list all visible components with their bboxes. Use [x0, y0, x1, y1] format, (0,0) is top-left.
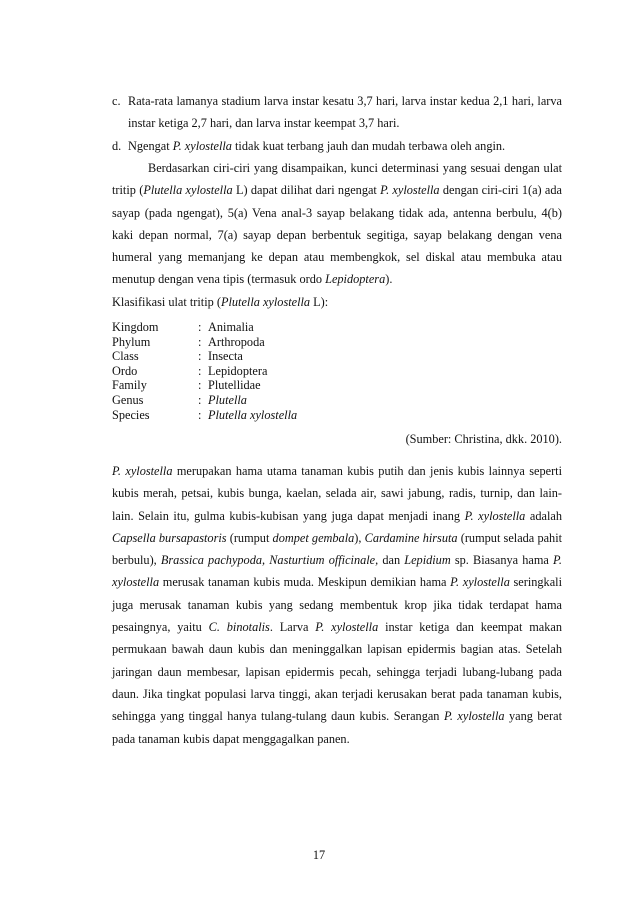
taxonomy-value: Plutellidae — [208, 378, 261, 393]
list-item-c — [112, 90, 562, 135]
taxonomy-separator: : — [198, 349, 202, 364]
taxonomy-rank: Species — [112, 407, 150, 422]
taxonomy-value: Plutella xylostella — [208, 407, 298, 422]
taxonomy-value: Insecta — [208, 349, 243, 364]
page-number: 17 — [312, 848, 326, 862]
list-text: Rata-rata lamanya stadium larva instar kesatu 3,7 hari, larva instar kedua 2,1 hari, larva instar ketiga 2,7 hari, dan larva instar keempat 3,7 hari. — [128, 94, 562, 131]
paragraph-determination: Berdasarkan ciri-ciri yang disampaikan, kunci determinasi yang sesuai dengan ulat tritip (Plutella xylostella L) dapat dilihat dari ngengat P. xylostella dengan ciri-ciri 1(a) ada sayap (pada ngengat), 5(a) Vena anal-3 sayap belakang tidak ada, antenna berbulu, 4(b) kaki depan normal, 7(a) sayap depan berbentuk segitiga, sayap belakang dengan vena humeral yang memanjang ke depan atau membengkok, sel diskal atau membuka atau menutup dengan vena tipis (termasuk ordo Lepidoptera). — [112, 161, 562, 287]
taxonomy-value: Plutella — [208, 392, 247, 407]
taxonomy-row — [112, 378, 297, 393]
taxonomy-row — [112, 349, 297, 364]
taxonomy-table — [112, 320, 297, 422]
taxonomy-rank: Ordo — [112, 363, 138, 378]
taxonomy-rank: Phylum — [112, 334, 151, 349]
list-item-d — [112, 135, 562, 157]
taxonomy-separator: : — [198, 363, 202, 378]
list-text: Ngengat P. xylostella tidak kuat terbang jauh dan mudah terbawa oleh angin. — [128, 139, 506, 153]
taxonomy-value: Lepidoptera — [208, 363, 268, 378]
taxonomy-separator: : — [198, 334, 202, 349]
taxonomy-separator: : — [198, 378, 202, 393]
taxonomy-value: Arthropoda — [208, 334, 265, 349]
list-label: d. — [112, 139, 122, 153]
taxonomy-separator: : — [198, 320, 202, 334]
classification-heading: Klasifikasi ulat tritip (Plutella xylostella L): — [112, 295, 329, 309]
source-citation: (Sumber: Christina, dkk. 2010). — [405, 432, 562, 446]
taxonomy-row — [112, 320, 297, 335]
taxonomy-rank: Class — [112, 349, 139, 364]
taxonomy-separator: : — [198, 392, 202, 407]
list-label: c. — [112, 94, 121, 108]
taxonomy-rank: Genus — [112, 392, 144, 407]
taxonomy-rank: Family — [112, 378, 147, 393]
taxonomy-row — [112, 393, 297, 408]
taxonomy-value: Animalia — [208, 320, 254, 334]
paragraph-pest-description: P. xylostella merupakan hama utama tanaman kubis putih dan jenis kubis lainnya seperti kubis merah, petsai, kubis bunga, kaelan, selada air, sawi jabung, radis, turnip, dan lain-lain. Selain itu, gulma kubis-kubisan yang juga dapat menjadi inang P. xylostella adalah Capsella bursapastoris (rumput dompet gembala), Cardamine hirsuta (rumput selada pahit berbulu), Brassica pachypoda, Nasturtium officinale, dan Lepidium sp. Biasanya hama P. xylostella merusak tanaman kubis muda. Meskipun demikian hama P. xylostella seringkali juga merusak tanaman kubis yang sedang membentuk krop jika tidak terdapat hama pesaingnya, yaitu C. binotalis. Larva P. xylostella instar ketiga dan keempat makan permukaan bawah daun kubis dan meninggalkan lapisan epidermis bagian atas. Setelah jaringan daun membesar, lapisan epidermis pecah, sehingga terjadi lubang-lubang pada daun. Jika tingkat populasi larva tinggi, akan terjadi kerusakan berat pada tanaman kubis, sehingga yang tinggal hanya tulang-tulang daun kubis. Serangan P. xylostella yang berat pada tanaman kubis dapat menggagalkan panen. — [112, 464, 563, 746]
taxonomy-row — [112, 364, 297, 379]
taxonomy-row — [112, 408, 297, 423]
taxonomy-rank: Kingdom — [112, 320, 159, 334]
taxonomy-row — [112, 335, 297, 350]
taxonomy-separator: : — [198, 407, 202, 422]
